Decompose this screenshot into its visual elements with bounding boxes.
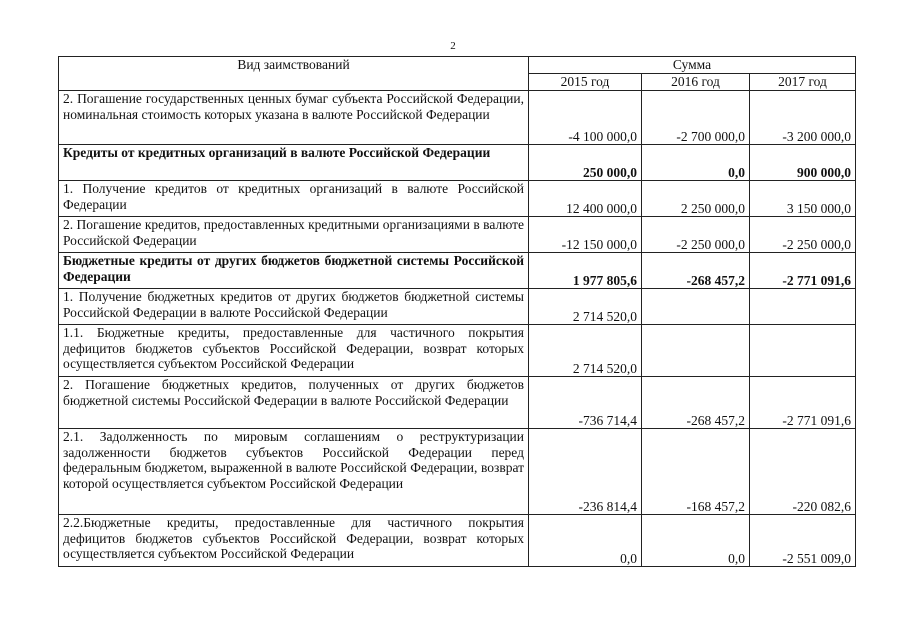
row-name: 1. Получение бюджетных кредитов от других бюджетов бюджетной системы Российской Федерации в валюте Российской Федерации <box>59 289 529 325</box>
value-2016: -268 457,2 <box>642 377 750 429</box>
table-row <box>59 289 856 325</box>
value-2015: 1 977 805,6 <box>529 253 642 289</box>
value-2016: 0,0 <box>642 515 750 567</box>
value-2015: -236 814,4 <box>529 429 642 515</box>
value-2015: -4 100 000,0 <box>529 91 642 145</box>
table-row <box>59 515 856 567</box>
table-row <box>59 325 856 377</box>
value-2017: -2 551 009,0 <box>750 515 856 567</box>
value-2016 <box>642 325 750 377</box>
value-2016: -2 250 000,0 <box>642 217 750 253</box>
value-2016: 0,0 <box>642 145 750 181</box>
table-row <box>59 145 856 181</box>
value-2017: -2 771 091,6 <box>750 253 856 289</box>
row-name: 2. Погашение государственных ценных бумаг субъекта Российской Федерации, номинальная стоимость которых указана в валюте Российской Федерации <box>59 91 529 145</box>
header-sum: Сумма <box>529 57 856 74</box>
table-row <box>59 217 856 253</box>
row-name: Кредиты от кредитных организаций в валюте Российской Федерации <box>59 145 529 181</box>
table-body <box>59 91 856 567</box>
value-2015: -736 714,4 <box>529 377 642 429</box>
value-2016 <box>642 289 750 325</box>
value-2016: 2 250 000,0 <box>642 181 750 217</box>
header-year-2016: 2016 год <box>642 74 750 91</box>
page-number: 2 <box>450 40 456 52</box>
value-2017: 3 150 000,0 <box>750 181 856 217</box>
header-borrowing-type: Вид заимствований <box>59 57 529 91</box>
value-2016: -2 700 000,0 <box>642 91 750 145</box>
value-2017: 900 000,0 <box>750 145 856 181</box>
table-row <box>59 429 856 515</box>
table-row <box>59 181 856 217</box>
value-2017 <box>750 289 856 325</box>
value-2017: -3 200 000,0 <box>750 91 856 145</box>
row-name: 1. Получение кредитов от кредитных организаций в валюте Российской Федерации <box>59 181 529 217</box>
value-2015: 0,0 <box>529 515 642 567</box>
header-year-2015: 2015 год <box>529 74 642 91</box>
value-2017: -220 082,6 <box>750 429 856 515</box>
row-name: Бюджетные кредиты от других бюджетов бюджетной системы Российской Федерации <box>59 253 529 289</box>
value-2016: -168 457,2 <box>642 429 750 515</box>
value-2017: -2 250 000,0 <box>750 217 856 253</box>
value-2015: 250 000,0 <box>529 145 642 181</box>
table-row <box>59 91 856 145</box>
row-name: 2.2.Бюджетные кредиты, предоставленные для частичного покрытия дефицитов бюджетов субъектов Российской Федерации, возврат которых осуществляется субъектом Российской Федерации <box>59 515 529 567</box>
row-name: 2.1. Задолженность по мировым соглашениям о реструктуризации задолженности бюджетов субъектов Российской Федерации перед федеральным бюджетом, выраженной в валюте Российской Федерации, возврат которой осуществляется субъектом Российской Федерации <box>59 429 529 515</box>
value-2015: 2 714 520,0 <box>529 289 642 325</box>
value-2017: -2 771 091,6 <box>750 377 856 429</box>
borrowings-table <box>58 56 856 567</box>
table-row <box>59 377 856 429</box>
value-2015: -12 150 000,0 <box>529 217 642 253</box>
value-2015: 12 400 000,0 <box>529 181 642 217</box>
row-name: 2. Погашение кредитов, предоставленных кредитными организациями в валюте Российской Федерации <box>59 217 529 253</box>
value-2015: 2 714 520,0 <box>529 325 642 377</box>
row-name: 1.1. Бюджетные кредиты, предоставленные для частичного покрытия дефицитов бюджетов субъектов Российской Федерации, возврат которых осуществляется субъектом Российской Федерации <box>59 325 529 377</box>
row-name: 2. Погашение бюджетных кредитов, полученных от других бюджетов бюджетной системы Российской Федерации в валюте Российской Федерации <box>59 377 529 429</box>
table-row <box>59 253 856 289</box>
header-year-2017: 2017 год <box>750 74 856 91</box>
value-2016: -268 457,2 <box>642 253 750 289</box>
value-2017 <box>750 325 856 377</box>
